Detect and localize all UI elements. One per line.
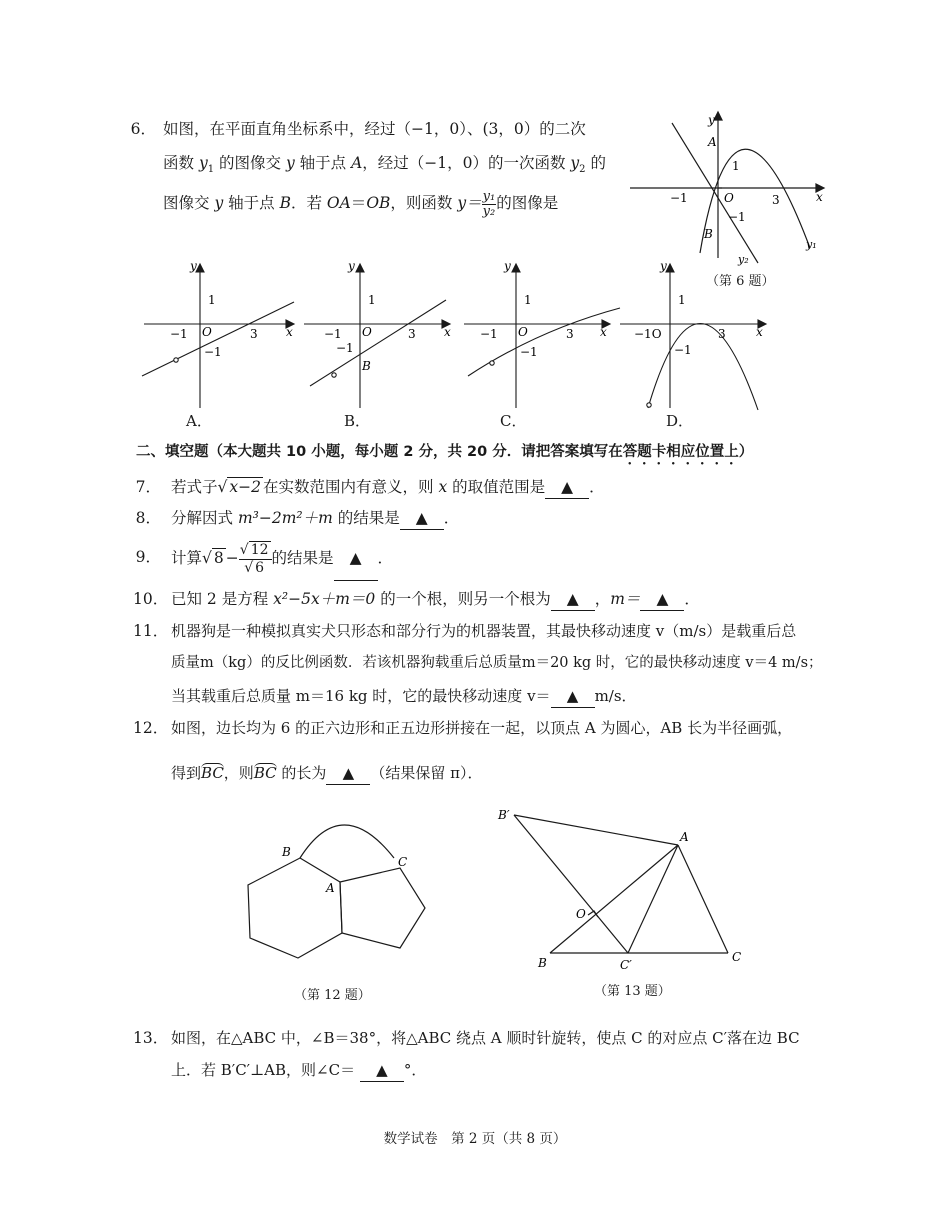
b-x: x — [444, 325, 451, 339]
b-o: O — [362, 325, 372, 339]
a-neg1: −1 — [170, 327, 188, 341]
q11-blank: ▲ — [551, 685, 595, 708]
q6-line1: 如图，在平面直角坐标系中，经过（−1，0）、(3，0）的二次 — [163, 120, 586, 138]
c-y: y — [504, 259, 511, 273]
c-o: O — [518, 325, 528, 339]
b-b: B — [362, 359, 371, 373]
origin-label: O — [724, 191, 734, 205]
d-x: x — [756, 325, 763, 339]
d-3: 3 — [718, 327, 726, 341]
q10-blank2: ▲ — [640, 588, 684, 611]
option-b-label: B． — [344, 412, 371, 430]
d-1: 1 — [678, 293, 686, 307]
q13-b: B — [538, 956, 547, 970]
c-neg1y: −1 — [520, 345, 538, 359]
page-footer: 数学试卷 第 2 页（共 8 页） — [383, 1131, 567, 1147]
q12-caption: （第 12 题） — [294, 988, 371, 1003]
q8-number: 8． — [135, 509, 161, 527]
q6-caption: （第 6 题） — [706, 274, 775, 289]
q6-fraction: $\frac{\text{y₁}}{\text{y₂}}$ — [482, 188, 496, 219]
q11-line2: 质量m（kg）的反比例函数．若该机器狗载重后总质量m＝20 kg 时，它的最快移动速度 v＝4 m/s； — [171, 655, 823, 671]
tick-neg1: −1 — [670, 191, 688, 205]
q8-blank: ▲ — [400, 507, 444, 530]
option-a-label: A． — [186, 412, 212, 430]
q13-figure — [492, 805, 752, 975]
q12-line1: 如图，边长均为 6 的正六边形和正五边形拼接在一起，以顶点 A 为圆心，AB 长为半径画弧， — [171, 719, 793, 737]
tick-3: 3 — [772, 193, 780, 207]
q13-line1: 如图，在△ABC 中，∠B＝38°，将△ABC 绕点 A 顺时针旋转，使点 C 的对应点 C′落在边 BC — [171, 1029, 800, 1047]
q10-text: 已知 2 是方程 x²−5x＋m＝0 的一个根，则另一个根为 ▲ ，m＝ ▲ ． — [171, 588, 700, 611]
c-1: 1 — [524, 293, 532, 307]
y2-label: y₂ — [738, 253, 749, 266]
y-arrow — [714, 112, 722, 120]
pentagon — [340, 868, 425, 948]
q12-b: B — [282, 845, 291, 859]
q12-blank: ▲ — [326, 762, 370, 785]
q6-options-graphs — [138, 258, 778, 418]
q12-a: A — [326, 881, 335, 895]
tick-1: 1 — [732, 159, 740, 173]
q13-number: 13． — [133, 1029, 169, 1047]
seg-bpa — [514, 815, 678, 845]
b-3: 3 — [408, 327, 416, 341]
section2-title: 二、填空题（本大题共 10 小题，每小题 2 分，共 20 分．请把答案填写在答题卡相应位置上） — [136, 444, 754, 460]
point-a-label: A — [708, 135, 717, 149]
d-neg1o: −1O — [634, 327, 662, 341]
c-neg1: −1 — [480, 327, 498, 341]
b-1: 1 — [368, 293, 376, 307]
q13-blank: ▲ — [360, 1059, 404, 1082]
q9-number: 9． — [135, 548, 161, 566]
y1-label: y₁ — [806, 238, 817, 251]
q13-bp: B′ — [498, 808, 510, 822]
option-a-graph — [142, 264, 294, 408]
a-1: 1 — [208, 293, 216, 307]
a-3: 3 — [250, 327, 258, 341]
q13-caption: （第 13 题） — [594, 984, 671, 999]
b-neg1y: −1 — [336, 341, 354, 355]
q13-o: O — [576, 907, 586, 921]
c-3: 3 — [566, 327, 574, 341]
q12-c: C — [398, 855, 408, 869]
seg-bpcp — [514, 815, 628, 953]
tick-neg1-y: −1 — [728, 210, 746, 224]
q12-number: 12． — [133, 719, 169, 737]
b-y: y — [348, 259, 355, 273]
q11-number: 11． — [133, 622, 169, 640]
q12-line2: 得到BC，则BC 的长为 ▲ （结果保留 π）． — [171, 762, 483, 785]
a-x: x — [286, 325, 293, 339]
q13-a: A — [680, 830, 689, 844]
c-x: x — [600, 325, 607, 339]
q7-number: 7． — [135, 478, 161, 496]
q13-line2: 上．若 B′C′⊥AB，则∠C＝ ▲ °． — [171, 1059, 426, 1082]
q7-blank: ▲ — [545, 476, 589, 499]
q7-text: 若式子√ x−2 在实数范围内有意义，则 x 的取值范围是 ▲ ． — [171, 476, 605, 499]
option-c-label: C． — [500, 412, 527, 430]
q11-line3: 当其载重后总质量 m＝16 kg 时，它的最快移动速度 v＝ ▲ m/s． — [171, 685, 637, 708]
seg-ac — [678, 845, 728, 953]
q8-text: 分解因式 m³−2m²＋m 的结果是 ▲ ． — [171, 507, 459, 530]
a-neg1y: −1 — [204, 345, 222, 359]
q6-figure — [620, 108, 835, 268]
q12-figure — [240, 820, 440, 970]
seg-acp — [628, 845, 678, 953]
q11-line1: 机器狗是一种模拟真实犬只形态和部分行为的机器装置，其最快移动速度 v（m/s）是载重后总 — [171, 622, 797, 640]
a-o: O — [202, 325, 212, 339]
d-neg1y: −1 — [674, 343, 692, 357]
q6-number: 6． — [130, 120, 156, 138]
q6-line3: 图像交 y 轴于点 B．若 OA＝OB，则函数 y＝ $\frac{\text{y₁}}{\text{y₂}}$ 的图像是 — [163, 188, 559, 219]
q13-c: C — [732, 950, 742, 964]
arc-bc — [300, 825, 394, 858]
option-d-label: D． — [666, 412, 694, 430]
q10-blank1: ▲ — [551, 588, 595, 611]
x-label: x — [816, 190, 823, 204]
q9-text: 计算√ 8 − $\frac{√ 12}{√ 6}$ 的结果是 ▲ ． — [171, 536, 393, 581]
parabola-y1 — [700, 149, 810, 253]
a-y: y — [190, 259, 197, 273]
q9-blank: ▲ — [334, 536, 378, 581]
y-label: y — [708, 113, 715, 127]
q6-line2: 函数 $y_1$ 的图像交 y 轴于点 A，经过（−1，0）的一次函数 $y_2$ 的 — [163, 154, 606, 176]
d-y: y — [660, 259, 667, 273]
q13-cp: C′ — [620, 958, 632, 972]
point-b-label: B — [704, 227, 713, 241]
hexagon — [248, 858, 342, 958]
q10-number: 10． — [133, 590, 169, 608]
b-neg1: −1 — [324, 327, 342, 341]
